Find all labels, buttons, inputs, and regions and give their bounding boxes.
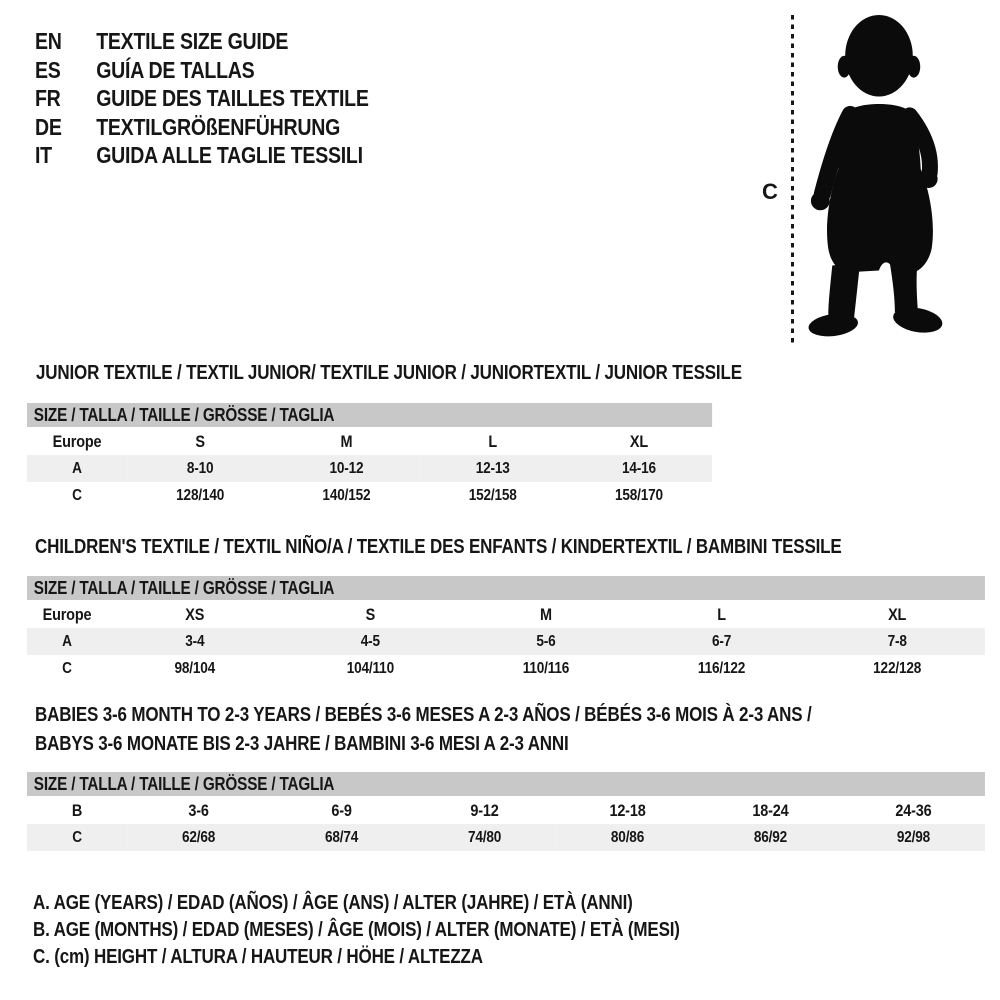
row-label: Europe <box>52 431 102 451</box>
size-cell: L <box>717 604 726 624</box>
row-label: C <box>27 824 127 851</box>
value-cell: 12-13 <box>420 455 566 482</box>
table-row-age-months <box>27 796 985 824</box>
junior-size-table <box>27 403 712 509</box>
value-cell: 140/152 <box>322 486 371 504</box>
row-label: A <box>27 628 107 655</box>
table-row-height <box>27 655 985 682</box>
language-label: TEXTILE SIZE GUIDE <box>96 28 289 54</box>
language-row <box>35 113 369 142</box>
size-header-row <box>27 772 985 796</box>
value-cell: 4-5 <box>283 628 459 655</box>
language-label: GUIDE DES TAILLES TEXTILE <box>96 85 369 112</box>
value-cell: 8-10 <box>127 455 273 482</box>
value-cell: 152/158 <box>468 486 517 504</box>
language-row <box>35 27 369 56</box>
table-row-height <box>27 482 712 509</box>
value-cell: 12-18 <box>609 800 646 820</box>
size-cell: M <box>540 604 552 624</box>
value-cell: 74/80 <box>413 824 556 851</box>
value-cell: 6-9 <box>331 800 352 820</box>
size-header: SIZE / TALLA / TAILLE / GRÖSSE / TAGLIA <box>27 772 985 796</box>
value-cell: 116/122 <box>697 659 746 677</box>
language-code: IT <box>35 142 52 169</box>
value-cell: 24-36 <box>895 800 932 820</box>
height-measure-label: C <box>762 179 778 204</box>
children-size-table <box>27 576 985 682</box>
size-cell: XS <box>185 604 205 624</box>
table-row-age <box>27 455 712 482</box>
size-cell: XL <box>629 431 649 451</box>
size-header-row <box>27 403 712 427</box>
size-cell: XL <box>888 604 907 624</box>
value-cell: 158/170 <box>614 486 663 504</box>
size-header-row <box>27 576 985 600</box>
value-cell: 80/86 <box>556 824 699 851</box>
language-list <box>35 27 369 170</box>
legend-line-b: B. AGE (MONTHS) / EDAD (MESES) / ÂGE (MOIS) / ALTER (MONATE) / ETÀ (MESI) <box>33 919 680 941</box>
table-row-height <box>27 824 985 851</box>
height-measure-dotted-line <box>791 15 794 346</box>
value-cell: 3-6 <box>188 800 209 820</box>
value-cell: 62/68 <box>127 824 270 851</box>
table-row-europe <box>27 427 712 455</box>
language-label: GUÍA DE TALLAS <box>96 56 255 83</box>
value-cell: 18-24 <box>752 800 789 820</box>
language-row <box>35 141 369 170</box>
babies-title-line-2: BABYS 3-6 MONATE BIS 2-3 JAHRE / BAMBINI 3-6 MESI A 2-3 ANNI <box>35 732 569 755</box>
value-cell: 110/116 <box>522 659 570 677</box>
language-code: DE <box>35 113 62 140</box>
size-cell: S <box>195 431 205 451</box>
language-code: EN <box>35 28 62 54</box>
row-label: C <box>72 486 82 504</box>
language-label: TEXTILGRÖßENFÜHRUNG <box>96 113 341 140</box>
legend-line-a: A. AGE (YEARS) / EDAD (AÑOS) / ÂGE (ANS) / ALTER (JAHRE) / ETÀ (ANNI) <box>33 892 633 914</box>
row-label: B <box>71 800 83 820</box>
size-cell: M <box>340 431 353 451</box>
size-header: SIZE / TALLA / TAILLE / GRÖSSE / TAGLIA <box>27 403 712 427</box>
language-code: ES <box>35 56 61 83</box>
row-label: A <box>27 455 127 482</box>
baby-silhouette-figure <box>806 12 946 345</box>
language-label: GUIDA ALLE TAGLIE TESSILI <box>96 142 363 169</box>
row-label: C <box>62 659 72 677</box>
size-cell: S <box>365 604 376 624</box>
value-cell: 68/74 <box>270 824 413 851</box>
value-cell: 98/104 <box>174 659 216 677</box>
row-label: Europe <box>42 604 92 624</box>
value-cell: 10-12 <box>273 455 419 482</box>
value-cell: 9-12 <box>470 800 499 820</box>
table-row-age <box>27 628 985 655</box>
junior-section-title: JUNIOR TEXTILE / TEXTIL JUNIOR/ TEXTILE JUNIOR / JUNIORTEXTIL / JUNIOR TESSILE <box>36 362 742 384</box>
value-cell: 7-8 <box>809 628 985 655</box>
language-row <box>35 56 369 85</box>
legend <box>33 890 680 971</box>
table-row-europe <box>27 600 985 628</box>
value-cell: 5-6 <box>458 628 634 655</box>
value-cell: 92/98 <box>842 824 985 851</box>
babies-title-line-1: BABIES 3-6 MONTH TO 2-3 YEARS / BEBÉS 3-6 MESES A 2-3 AÑOS / BÉBÉS 3-6 MOIS À 2-3 ANS / <box>35 704 812 726</box>
language-code: FR <box>35 85 61 112</box>
value-cell: 86/92 <box>699 824 842 851</box>
value-cell: 122/128 <box>873 659 922 677</box>
language-row <box>35 84 369 113</box>
legend-line-c: C. (cm) HEIGHT / ALTURA / HAUTEUR / HÖHE / ALTEZZA <box>33 946 483 968</box>
babies-size-table <box>27 772 985 851</box>
value-cell: 14-16 <box>566 455 712 482</box>
value-cell: 104/110 <box>346 659 394 677</box>
size-cell: L <box>488 431 498 451</box>
value-cell: 6-7 <box>634 628 810 655</box>
value-cell: 128/140 <box>176 486 225 504</box>
size-header: SIZE / TALLA / TAILLE / GRÖSSE / TAGLIA <box>27 576 985 600</box>
value-cell: 3-4 <box>107 628 283 655</box>
babies-section-title <box>35 701 812 758</box>
children-section-title: CHILDREN'S TEXTILE / TEXTIL NIÑO/A / TEXTILE DES ENFANTS / KINDERTEXTIL / BAMBINI TESSILE <box>35 536 842 558</box>
